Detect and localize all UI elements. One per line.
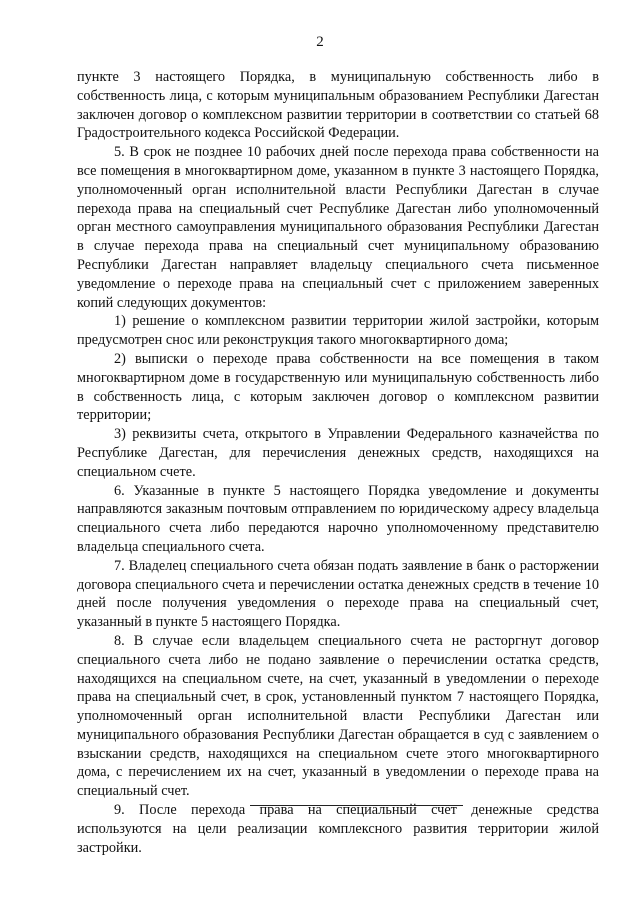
document-body [77, 68, 599, 857]
paragraph-5: 5. В срок не позднее 10 рабочих дней после перехода права собственности на все помещения в многоквартирном доме, указанном в пункте 3 настоящего Порядка, уполномоченный орган исполнительной власти Республики Дагестан в случае перехода права на специальный счет Республике Дагестан либо уполномоченный орган местного самоуправления муниципального образования Республики Дагестан в случае перехода права на специальный счет муниципальному образованию Республики Дагестан направляет владельцу специального счета письменное уведомление о переходе права на специальный счет с приложением заверенных копий следующих документов: [77, 144, 599, 311]
paragraph-8: 8. В случае если владельцем специального счета не расторгнут договор специального счета либо не подано заявление о перечислении остатка средств, находящихся на специальном счете, на счет, указанный в уведомлении о переходе права на специальный счет, в срок, установленный пунктом 7 настоящего Порядка, уполномоченный орган исполнительной власти Республики Дагестан или муниципального образования Республики Дагестан обращается в суд с заявлением о взыскании средств, находящихся на специальном счете этого многоквартирного дома, с перечислением их на счет, указанный в уведомлении о переходе права на специальный счет. [77, 632, 599, 800]
paragraph-6: 6. Указанные в пункте 5 настоящего Порядка уведомление и документы направляются заказным почтовым отправлением по юридическому адресу владельца специального счета либо передаются нарочно уполномоченному представителю владельца специального счета. [77, 482, 599, 555]
paragraph-7: 7. Владелец специального счета обязан подать заявление в банк о расторжении договора специального счета и перечислении остатка денежных средств в течение 10 дней после получения уведомления о переходе права на специальный счет, указанный в пункте 5 настоящего Порядка. [77, 557, 599, 631]
paragraph-9: 9. После перехода права на специальный счет денежные средства используются на цели реализации комплексного развития территории жилой застройки. [77, 802, 599, 856]
page-number: 2 [316, 34, 324, 50]
list-item-1: 1) решение о комплексном развитии территории жилой застройки, которым предусмотрен снос или реконструкция такого многоквартирного дома; [77, 313, 599, 349]
end-divider-line [250, 805, 463, 806]
paragraph-continuation: пункте 3 настоящего Порядка, в муниципальную собственность либо в собственность лица, с которым муниципальным образованием Республики Дагестан заключен договор о комплексном развитии территории в соответствии со статьей 68 Градостроительного кодекса Российской Федерации. [77, 69, 599, 142]
list-item-3: 3) реквизиты счета, открытого в Управлении Федерального казначейства по Республике Дагестан, для перечисления денежных средств, находящихся на специальном счете. [77, 426, 599, 480]
list-item-2: 2) выписки о переходе права собственности на все помещения в таком многоквартирном доме в государственную или муниципальную собственность либо в собственность лица, с которым заключен договор о комплексном развитии территории; [77, 350, 599, 424]
